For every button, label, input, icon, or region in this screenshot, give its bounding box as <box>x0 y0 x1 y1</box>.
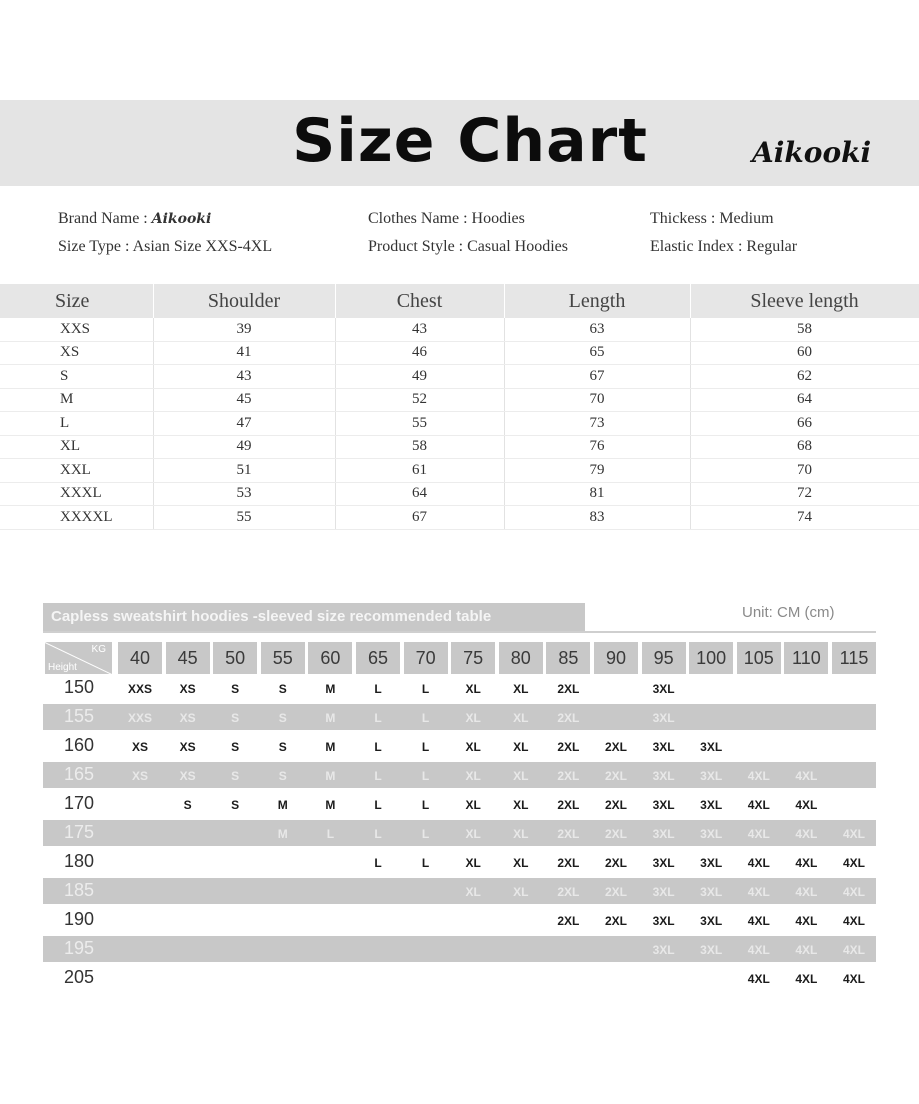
corner-kg-label: KG <box>91 644 106 655</box>
table-cell: 79 <box>504 459 690 483</box>
size-cell: XXS <box>127 711 152 725</box>
table-row <box>0 412 919 436</box>
height-label: 155 <box>63 706 95 726</box>
table-cell: XXXXL <box>0 506 153 530</box>
weight-header: 60 <box>308 642 352 674</box>
size-cell: 4XL <box>842 943 865 957</box>
size-cell: 2XL <box>604 885 627 899</box>
size-cell: 2XL <box>557 769 580 783</box>
table-cell: XXL <box>0 459 153 483</box>
table-cell: 68 <box>690 435 919 459</box>
size-cell: M <box>325 711 336 725</box>
table-cell: 41 <box>153 341 335 365</box>
weight-header: 95 <box>642 642 686 674</box>
size-cell: 3XL <box>700 943 723 957</box>
table-cell: 49 <box>335 365 504 389</box>
weight-header: 90 <box>594 642 638 674</box>
size-cell: L <box>374 856 382 870</box>
size-cell: 3XL <box>652 798 675 812</box>
size-cell: 2XL <box>557 885 580 899</box>
size-cell: XL <box>513 885 529 899</box>
size-cell: L <box>374 682 382 696</box>
size-cell: L <box>374 740 382 754</box>
size-cell: S <box>231 711 240 725</box>
table-cell: 72 <box>690 482 919 506</box>
size-cell: S <box>231 798 240 812</box>
height-label: 165 <box>63 764 95 784</box>
size-table <box>0 284 919 530</box>
table-cell: XL <box>0 435 153 459</box>
size-cell: XS <box>179 711 196 725</box>
size-cell: 3XL <box>700 798 723 812</box>
weight-header: 70 <box>404 642 448 674</box>
brand-logo: Aikooki <box>752 136 872 169</box>
size-cell: L <box>421 740 430 754</box>
size-cell: 3XL <box>652 711 675 725</box>
weight-header: 100 <box>689 642 733 674</box>
size-cell: M <box>277 798 288 812</box>
weight-header: 115 <box>832 642 876 674</box>
size-cell: 2XL <box>604 856 627 870</box>
height-label: 195 <box>63 938 95 958</box>
size-cell: L <box>374 711 382 725</box>
height-label: 185 <box>63 880 95 900</box>
clothes-name: Clothes Name : Hoodies <box>368 210 525 227</box>
size-cell: XL <box>513 856 529 870</box>
table-row <box>0 482 919 506</box>
size-cell: M <box>325 769 336 783</box>
table-cell: 73 <box>504 412 690 436</box>
recommend-title-divider <box>43 631 876 633</box>
table-cell: 58 <box>690 318 919 341</box>
size-cell: XL <box>465 798 481 812</box>
height-label: 205 <box>63 967 95 987</box>
table-cell: 43 <box>335 318 504 341</box>
size-cell: 4XL <box>842 856 865 870</box>
size-cell: 3XL <box>652 856 675 870</box>
table-cell: 39 <box>153 318 335 341</box>
header-size: Size <box>0 284 153 318</box>
size-cell: XL <box>513 798 529 812</box>
unit-label: Unit: CM (cm) <box>742 604 835 621</box>
size-cell: L <box>421 682 430 696</box>
table-cell: 64 <box>690 388 919 412</box>
size-cell: 2XL <box>557 711 580 725</box>
size-cell: S <box>278 711 287 725</box>
size-cell: XS <box>179 769 196 783</box>
size-cell: 2XL <box>557 914 580 928</box>
size-cell: XS <box>179 740 196 754</box>
size-cell: 4XL <box>842 914 865 928</box>
table-cell: 65 <box>504 341 690 365</box>
table-cell: 53 <box>153 482 335 506</box>
size-cell: 4XL <box>795 943 818 957</box>
size-cell: M <box>325 798 336 812</box>
size-cell: 4XL <box>795 914 818 928</box>
height-label: 170 <box>63 793 95 813</box>
elastic-index: Elastic Index : Regular <box>650 238 798 255</box>
size-cell: 3XL <box>652 827 675 841</box>
corner-height-label: Height <box>48 662 77 673</box>
size-cell: 4XL <box>747 856 770 870</box>
weight-header: 50 <box>213 642 257 674</box>
weight-header: 55 <box>261 642 305 674</box>
size-cell: L <box>421 856 430 870</box>
size-cell: 3XL <box>700 740 723 754</box>
table-cell: 81 <box>504 482 690 506</box>
size-cell: M <box>325 682 336 696</box>
product-style: Product Style : Casual Hoodies <box>368 238 568 255</box>
size-cell: S <box>278 682 287 696</box>
size-cell: L <box>374 827 382 841</box>
table-row <box>0 365 919 389</box>
size-cell: 4XL <box>795 972 818 986</box>
table-cell: S <box>0 365 153 389</box>
table-row <box>0 435 919 459</box>
size-cell: 4XL <box>747 885 770 899</box>
size-cell: 4XL <box>795 769 818 783</box>
size-cell: XS <box>131 740 148 754</box>
size-cell: L <box>374 798 382 812</box>
size-cell: S <box>231 682 240 696</box>
weight-header: 85 <box>546 642 590 674</box>
size-cell: 4XL <box>747 769 770 783</box>
table-cell: 76 <box>504 435 690 459</box>
size-cell: XL <box>465 885 481 899</box>
table-cell: 52 <box>335 388 504 412</box>
table-cell: 47 <box>153 412 335 436</box>
table-cell: L <box>0 412 153 436</box>
table-row <box>0 459 919 483</box>
size-cell: 2XL <box>557 682 580 696</box>
size-cell: 4XL <box>842 972 865 986</box>
table-cell: 64 <box>335 482 504 506</box>
table-row <box>0 506 919 530</box>
weight-header: 40 <box>118 642 162 674</box>
size-cell: 2XL <box>604 769 627 783</box>
size-cell: XL <box>513 740 529 754</box>
size-cell: 3XL <box>652 740 675 754</box>
size-cell: 2XL <box>557 798 580 812</box>
weight-header: 75 <box>451 642 495 674</box>
table-cell: 62 <box>690 365 919 389</box>
size-cell: 2XL <box>557 740 580 754</box>
size-cell: XL <box>465 769 481 783</box>
recommend-table-title: Capless sweatshirt hoodies -sleeved size recommended table <box>43 603 585 631</box>
size-cell: 4XL <box>795 856 818 870</box>
table-cell: 51 <box>153 459 335 483</box>
size-cell: L <box>421 711 430 725</box>
size-cell: XXS <box>127 682 152 696</box>
height-label: 175 <box>63 822 95 842</box>
size-cell: 3XL <box>652 943 675 957</box>
size-cell: 3XL <box>652 682 675 696</box>
table-row <box>0 341 919 365</box>
size-cell: XL <box>513 827 529 841</box>
size-cell: 3XL <box>700 885 723 899</box>
height-label: 150 <box>63 677 95 697</box>
height-label: 180 <box>63 851 95 871</box>
weight-header: 45 <box>166 642 210 674</box>
size-cell: 3XL <box>700 856 723 870</box>
corner-header <box>45 642 112 674</box>
size-cell: 2XL <box>604 798 627 812</box>
size-cell: L <box>421 798 430 812</box>
table-cell: XXXL <box>0 482 153 506</box>
size-cell: XL <box>465 740 481 754</box>
table-cell: 55 <box>153 506 335 530</box>
size-cell: XL <box>513 769 529 783</box>
table-cell: 61 <box>335 459 504 483</box>
brand-name-label: Brand Name : <box>58 210 148 227</box>
size-cell: XL <box>513 711 529 725</box>
size-cell: 3XL <box>700 827 723 841</box>
size-cell: 4XL <box>842 827 865 841</box>
size-cell: XL <box>465 856 481 870</box>
table-cell: 55 <box>335 412 504 436</box>
table-cell: 46 <box>335 341 504 365</box>
size-cell: XL <box>465 827 481 841</box>
size-cell: 4XL <box>842 885 865 899</box>
size-cell: 4XL <box>795 827 818 841</box>
size-table-header <box>0 284 919 318</box>
table-row <box>0 318 919 341</box>
header-length: Length <box>504 284 690 318</box>
table-cell: XXS <box>0 318 153 341</box>
size-cell: 2XL <box>604 827 627 841</box>
size-cell: M <box>277 827 288 841</box>
thickess: Thickess : Medium <box>650 210 774 227</box>
table-cell: 58 <box>335 435 504 459</box>
size-cell: 4XL <box>747 914 770 928</box>
table-cell: 63 <box>504 318 690 341</box>
size-cell: S <box>231 740 240 754</box>
header-chest: Chest <box>335 284 504 318</box>
size-cell: M <box>325 740 336 754</box>
table-cell: 66 <box>690 412 919 436</box>
table-cell: 43 <box>153 365 335 389</box>
size-cell: L <box>326 827 335 841</box>
size-cell: 4XL <box>795 885 818 899</box>
size-cell: L <box>421 827 430 841</box>
size-cell: XL <box>465 711 481 725</box>
table-cell: 49 <box>153 435 335 459</box>
product-info <box>0 186 919 284</box>
size-cell: L <box>374 769 382 783</box>
size-type: Size Type : Asian Size XXS-4XL <box>58 238 273 255</box>
size-cell: 4XL <box>747 943 770 957</box>
weight-header: 110 <box>784 642 828 674</box>
weight-header: 105 <box>737 642 781 674</box>
table-cell: 83 <box>504 506 690 530</box>
table-cell: 70 <box>504 388 690 412</box>
size-cell: S <box>183 798 192 812</box>
size-cell: 2XL <box>557 856 580 870</box>
size-cell: 4XL <box>747 798 770 812</box>
height-label: 190 <box>63 909 95 929</box>
size-cell: XS <box>131 769 148 783</box>
size-cell: 4XL <box>747 972 770 986</box>
table-cell: 60 <box>690 341 919 365</box>
table-cell: 74 <box>690 506 919 530</box>
size-cell: 2XL <box>604 740 627 754</box>
size-cell: 3XL <box>700 914 723 928</box>
size-cell: 3XL <box>700 769 723 783</box>
size-cell: 2XL <box>604 914 627 928</box>
size-cell: XS <box>179 682 196 696</box>
weight-header: 80 <box>499 642 543 674</box>
size-cell: 4XL <box>795 798 818 812</box>
weight-header: 65 <box>356 642 400 674</box>
table-cell: XS <box>0 341 153 365</box>
height-label: 160 <box>63 735 95 755</box>
size-cell: S <box>231 769 240 783</box>
brand-name <box>58 210 211 228</box>
size-cell: 3XL <box>652 914 675 928</box>
table-cell: M <box>0 388 153 412</box>
size-cell: 2XL <box>557 827 580 841</box>
size-cell: S <box>278 740 287 754</box>
size-cell: XL <box>513 682 529 696</box>
table-cell: 67 <box>504 365 690 389</box>
title-banner <box>0 100 919 186</box>
table-cell: 45 <box>153 388 335 412</box>
header-sleeve-length: Sleeve length <box>690 284 919 318</box>
table-cell: 70 <box>690 459 919 483</box>
size-cell: XL <box>465 682 481 696</box>
header-shoulder: Shoulder <box>153 284 335 318</box>
size-cell: 4XL <box>747 827 770 841</box>
table-row <box>0 388 919 412</box>
brand-name-value: Aikooki <box>151 211 212 227</box>
size-cell: 3XL <box>652 885 675 899</box>
size-cell: S <box>278 769 287 783</box>
size-cell: L <box>421 769 430 783</box>
page-title: Size Chart <box>292 106 648 176</box>
table-cell: 67 <box>335 506 504 530</box>
size-cell: 3XL <box>652 769 675 783</box>
